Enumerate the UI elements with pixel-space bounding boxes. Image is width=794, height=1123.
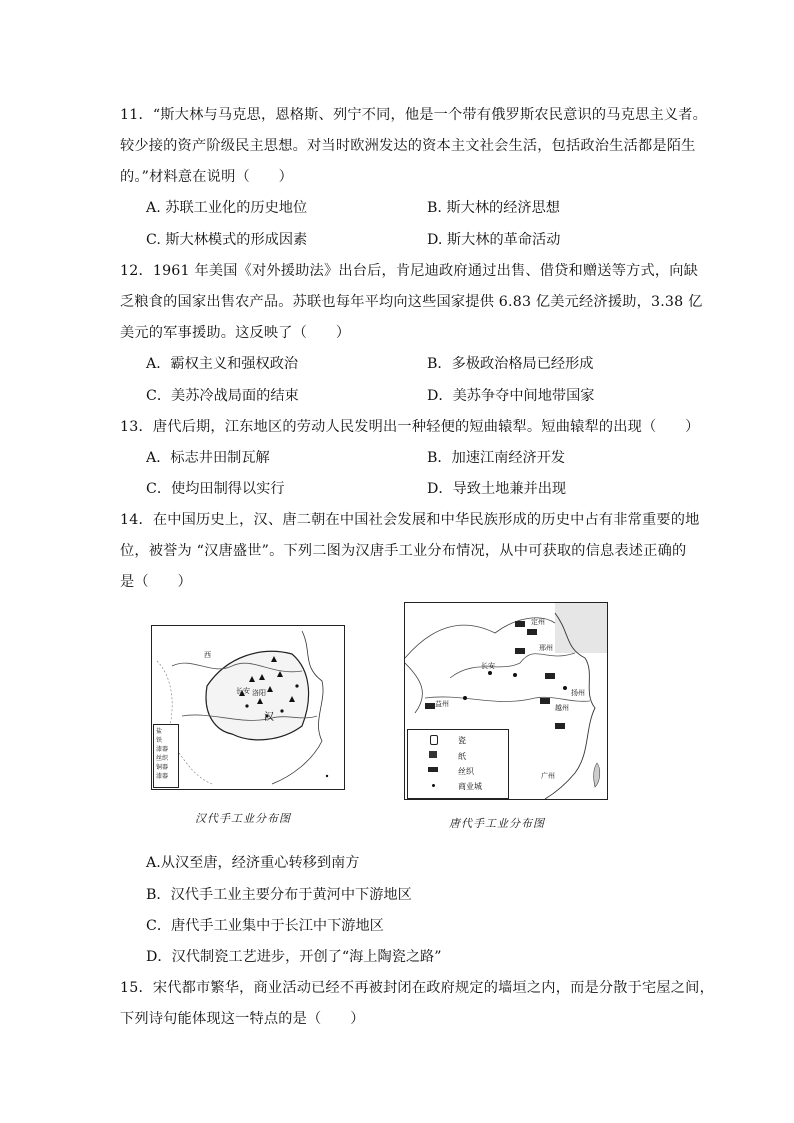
q11-stem-line2: 较少接的资产阶级民主思想。对当时欧洲发达的资本主文社会生活，包括政治生活都是陌生	[120, 138, 696, 154]
porcelain-icon	[430, 735, 438, 745]
han-legend-lacquer2: 漆器	[156, 773, 169, 780]
tang-legend-commerce: 商业城	[458, 782, 482, 791]
q14-stem-line2: 位，被誉为 “汉唐盛世”。下列二图为汉唐手工业分布情况，从中可获取的信息表述正确的	[120, 543, 687, 559]
tang-label-xingzhou: 邢州	[539, 644, 553, 652]
han-legend-lacquer: 漆器	[156, 746, 169, 753]
q11-stem-line3: 的。”材料意在说明（ ）	[120, 169, 294, 185]
han-label-changan: 长安	[236, 687, 250, 695]
tang-map-legend	[407, 729, 509, 799]
han-handicraft-map	[151, 625, 345, 790]
han-label-luoyang: 洛阳	[252, 689, 266, 697]
q13-option-c: C．使均田制得以实行	[146, 481, 285, 497]
han-legend-iron: 铁	[156, 737, 163, 744]
q12-stem-line2: 乏粮食的国家出售农产品。苏联也每年平均向这些国家提供 6.83 亿美元经济援助，3.38 亿	[120, 294, 703, 310]
q11-option-b: B. 斯大林的经济思想	[427, 200, 560, 216]
q13-stem-line1: 13．唐代后期，江东地区的劳动人民发明出一种轻便的短曲辕犁。短曲辕犁的出现（ ）	[120, 419, 700, 435]
tang-sea-north	[555, 603, 607, 653]
tang-map-caption: 唐代手工业分布图	[449, 817, 545, 830]
han-legend-silk: 丝织	[156, 755, 169, 762]
tang-taiwan	[594, 763, 600, 787]
q14-stem-line1: 14．在中国历史上，汉、唐二朝在中国社会发展和中华民族形成的历史中占有非常重要的地	[120, 512, 700, 528]
han-legend-salt: 盐	[156, 728, 163, 735]
q14-option-b: B．汉代手工业主要分布于黄河中下游地区	[146, 887, 412, 903]
silk-icon	[428, 767, 438, 772]
tang-legend-paper: 纸	[458, 752, 466, 761]
tang-handicraft-map	[404, 602, 608, 800]
q11-stem-line1: 11．“斯大林与马克思，恩格斯、列宁不同，他是一个带有俄罗斯农民意识的马克思主义者。	[120, 107, 708, 123]
tang-legend-porcelain: 瓷	[458, 736, 466, 745]
q12-stem-line1: 12．1961 年美国《对外援助法》出台后，肯尼迪政府通过出售、借贷和赠送等方式，向缺	[120, 263, 699, 279]
q13-option-a: A．标志井田制瓦解	[146, 450, 270, 466]
q12-option-a: A．霸权主义和强权政治	[146, 356, 299, 372]
commerce-city-icon	[432, 784, 435, 787]
tang-label-dingzhou: 定州	[531, 618, 545, 626]
han-label-han: 汉	[264, 712, 274, 723]
q15-stem-line1: 15．宋代都市繁华，商业活动已经不再被封闭在政府规定的墙垣之内，而是分散于宅屋之间，	[120, 980, 714, 996]
han-label-west: 西	[204, 651, 211, 659]
tang-river-yangtze	[425, 697, 590, 702]
q14-option-a: A.从汉至唐，经济重心转移到南方	[146, 855, 360, 871]
q11-option-d: D. 斯大林的革命活动	[427, 232, 561, 248]
q12-option-c: C．美苏冷战局面的结束	[146, 388, 299, 404]
han-map-caption: 汉代手工业分布图	[195, 812, 291, 825]
tang-label-yizhou: 益州	[435, 700, 449, 708]
tang-label-changan: 长安	[481, 662, 495, 670]
q12-option-b: B．多极政治格局已经形成	[427, 356, 594, 372]
tang-label-guangzhou: 广州	[541, 772, 555, 780]
tang-border-west	[405, 663, 422, 713]
paper-icon	[429, 751, 437, 758]
tang-label-yangzhou: 扬州	[571, 689, 585, 697]
han-map-drawing	[152, 626, 344, 789]
q12-option-d: D．美苏争夺中间地带国家	[427, 388, 595, 404]
q14-stem-line3: 是（ ）	[120, 574, 192, 590]
q15-stem-line2: 下列诗句能体现这一特点的是（ ）	[120, 1011, 365, 1027]
han-map-legend	[153, 724, 179, 788]
q14-option-d: D．汉代制瓷工艺进步，开创了“海上陶瓷之路”	[146, 949, 442, 965]
q11-option-a: A. 苏联工业化的历史地位	[146, 200, 308, 216]
q13-option-b: B．加速江南经济开发	[427, 450, 566, 466]
tang-river-yellow	[450, 653, 575, 678]
q11-option-c: C. 斯大林模式的形成因素	[146, 232, 308, 248]
tang-label-yuezhou: 越州	[555, 704, 569, 712]
tang-legend-silk: 丝织	[458, 767, 474, 776]
q13-option-d: D．导致土地兼并出现	[427, 481, 567, 497]
q14-option-c: C．唐代手工业集中于长江中下游地区	[146, 918, 384, 934]
q12-stem-line3: 美元的军事援助。这反映了（ ）	[120, 325, 351, 341]
han-legend-bronze: 铜器	[156, 764, 169, 771]
